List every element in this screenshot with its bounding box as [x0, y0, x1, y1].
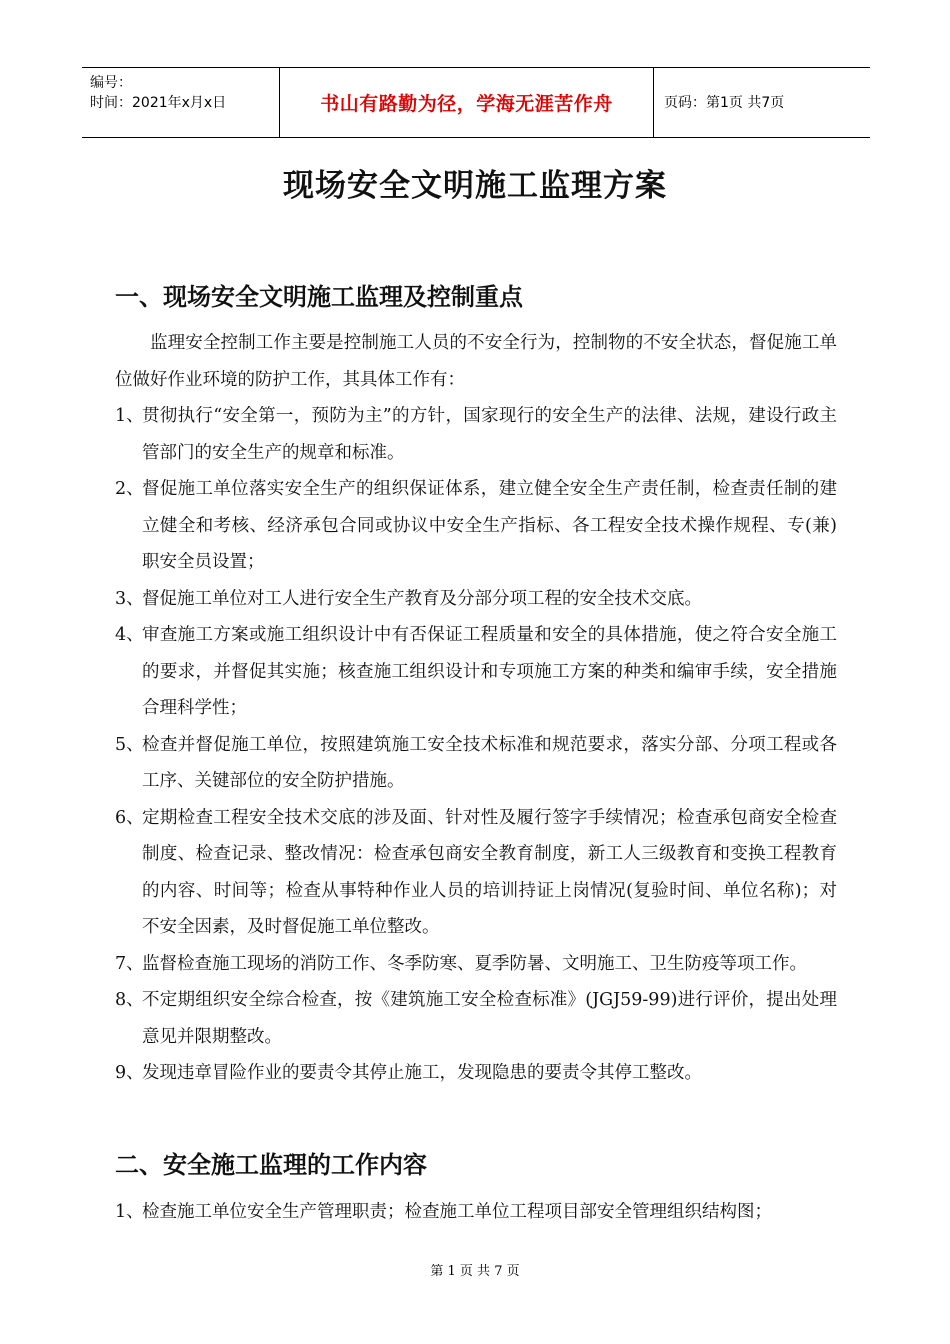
list-item-text: 贯彻执行“安全第一，预防为主”的方针，国家现行的安全生产的法律、法规，建设行政主管部门的安全生产的规章和标准。	[142, 406, 837, 463]
list-item	[115, 800, 837, 946]
list-item-number: 7、	[115, 953, 144, 974]
list-item-number: 5、	[115, 734, 144, 755]
list-item-text: 检查并督促施工单位，按照建筑施工安全技术标准和规范要求，落实分部、分项工程或各工序、关键部位的安全防护措施。	[142, 734, 837, 791]
list-item-text: 发现违章冒险作业的要责令其停止施工，发现隐患的要责令其停工整改。	[142, 1063, 702, 1083]
section-heading-1: 一、现场安全文明施工监理及控制重点	[115, 283, 523, 311]
list-item	[115, 617, 837, 727]
list-item	[115, 1194, 837, 1231]
list-item-number: 1、	[115, 1202, 144, 1222]
list-item-number: 8、	[115, 990, 144, 1010]
list-item	[115, 398, 837, 471]
list-item	[115, 946, 837, 983]
section1-list	[115, 398, 837, 1092]
list-item-number: 1、	[115, 406, 144, 426]
list-item-number: 6、	[115, 807, 144, 828]
list-item-text: 不定期组织安全综合检查，按《建筑施工安全检查标准》(JGJ59-99)进行评价，提出处理意见并限期整改。	[142, 990, 837, 1047]
page-number-label: 页码：第1页 共7页	[664, 95, 785, 111]
motto: 书山有路勤为径，学海无涯苦作舟	[320, 93, 613, 115]
list-item-text: 检查施工单位安全生产管理职责；检查施工单位工程项目部安全管理组织结构图；	[142, 1202, 772, 1222]
list-item	[115, 727, 837, 800]
document-title: 现场安全文明施工监理方案	[283, 168, 667, 204]
number-label: 编号：	[90, 75, 132, 91]
list-item	[115, 1055, 837, 1092]
list-item	[115, 471, 837, 581]
list-item-text: 督促施工单位对工人进行安全生产教育及分部分项工程的安全技术交底。	[142, 588, 702, 609]
page-header	[82, 67, 870, 138]
page-footer: 第 1 页 共 7 页	[430, 1264, 520, 1279]
list-item	[115, 982, 837, 1055]
list-item-text: 督促施工单位落实安全生产的组织保证体系，建立健全安全生产责任制，检查责任制的建立健全和考核、经济承包合同或协议中安全生产指标、各工程安全技术操作规程、专(兼)职安全员设置；	[142, 479, 837, 572]
list-item-number: 4、	[115, 625, 144, 645]
date-label: 时间：2021年x月x日	[90, 95, 227, 111]
section2-list	[115, 1194, 837, 1231]
list-item-number: 9、	[115, 1063, 144, 1083]
section1-intro: 监理安全控制工作主要是控制施工人员的不安全行为，控制物的不安全状态，督促施工单位做好作业环境的防护工作，其具体工作有：	[115, 333, 837, 390]
header-motto-cell	[279, 68, 654, 137]
list-item-text: 监督检查施工现场的消防工作、冬季防寒、夏季防暑、文明施工、卫生防疫等项工作。	[142, 953, 807, 974]
list-item-text: 审查施工方案或施工组织设计中有否保证工程质量和安全的具体措施，使之符合安全施工的要求，并督促其实施；核查施工组织设计和专项施工方案的种类和编审手续，安全措施合理科学性；	[142, 625, 837, 718]
section-heading-2: 二、安全施工监理的工作内容	[115, 1151, 427, 1179]
header-meta	[90, 73, 226, 113]
list-item-number: 3、	[115, 588, 144, 609]
list-item	[115, 581, 837, 618]
list-item-text: 定期检查工程安全技术交底的涉及面、针对性及履行签字手续情况；检查承包商安全检查制度、检查记录、整改情况：检查承包商安全教育制度，新工人三级教育和变换工程教育的内容、时间等；检查从事特种作业人员的培训持证上岗情况(复验时间、单位名称)；对不安全因素，及时督促施工单位整改。	[142, 807, 837, 937]
list-item-number: 2、	[115, 479, 144, 499]
